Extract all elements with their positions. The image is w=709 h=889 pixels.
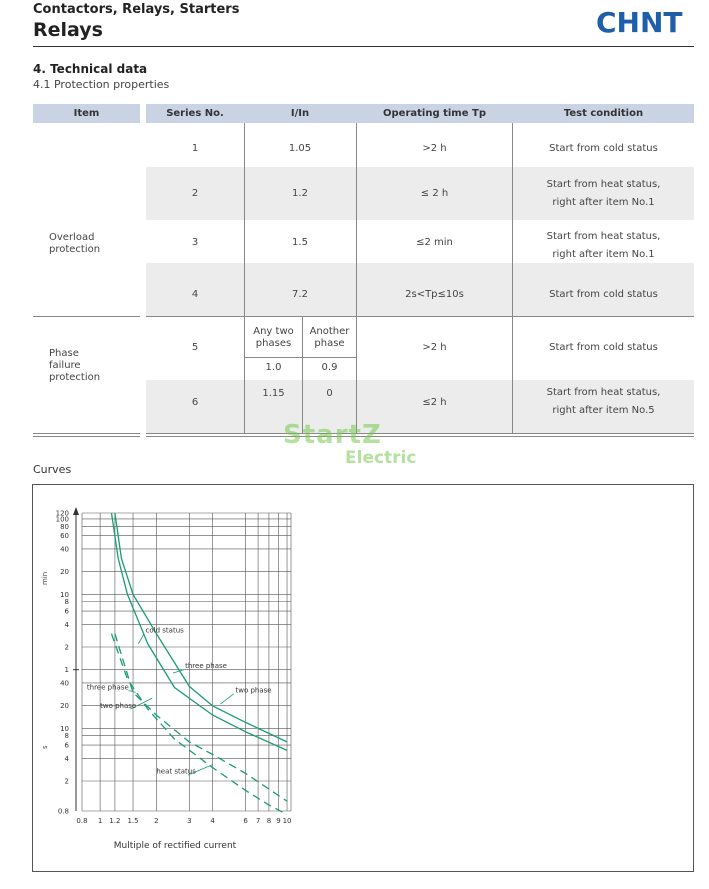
annotation-leader <box>138 634 144 644</box>
x-tick-label: 1 <box>97 817 103 825</box>
y-tick-label: 120 <box>55 509 69 518</box>
annotation-label: heat status <box>156 767 196 776</box>
operating-time: ≤ 2 h <box>420 188 449 199</box>
iin-value: 1.5 <box>292 237 308 248</box>
page-title: Relays <box>33 19 103 41</box>
group-overload: Overload protection <box>49 232 101 255</box>
annotation-label: three phase <box>185 662 228 671</box>
y-unit-s: s <box>41 745 49 749</box>
table-divider <box>33 436 140 437</box>
annotation-label: two phase <box>235 686 272 695</box>
annotation-label: two phase <box>100 702 137 711</box>
x-tick-label: 0.8 <box>76 817 88 825</box>
iin-value: 1.05 <box>288 143 312 154</box>
x-tick-label: 4 <box>210 817 215 825</box>
test-condition: Start from heat status, <box>546 179 661 190</box>
x-tick-label: 6 <box>243 817 248 825</box>
header-divider <box>33 46 694 47</box>
table-divider <box>146 433 694 434</box>
y-tick-label: 4 <box>64 620 69 629</box>
y-tick-label: 10 <box>60 724 69 733</box>
y-tick-label: 8 <box>64 732 69 741</box>
y-tick-label: 8 <box>64 598 69 607</box>
y-tick-label: 0.8 <box>57 807 69 816</box>
iin-value: 0.9 <box>321 362 338 373</box>
iin-subheader: Another phase <box>309 326 350 349</box>
y-tick-label: 40 <box>60 679 69 688</box>
section-title: 4. Technical data <box>33 62 148 76</box>
iin-value: 0 <box>326 388 333 399</box>
operating-time: >2 h <box>422 143 447 154</box>
operating-time: >2 h <box>422 342 447 353</box>
series-no: 2 <box>191 188 199 199</box>
y-tick-label: 2 <box>64 643 69 652</box>
y-tick-label: 60 <box>60 532 69 541</box>
y-tick-label: 1 <box>64 666 69 675</box>
y-tick-label: 20 <box>60 702 69 711</box>
test-condition: Start from cold status <box>549 342 658 353</box>
curve-series-4 <box>112 634 288 815</box>
y-tick-label: 6 <box>64 741 69 750</box>
y-axis-arrow <box>73 507 79 515</box>
section-subtitle: 4.1 Protection properties <box>33 78 170 91</box>
iin-value: 1.15 <box>262 388 285 399</box>
y-unit-min: min <box>41 571 49 585</box>
table-divider <box>356 123 357 433</box>
table-header-item: Item <box>33 104 140 123</box>
x-tick-label: 2 <box>154 817 159 825</box>
x-tick-label: 8 <box>266 817 272 825</box>
test-condition: Start from heat status, <box>546 231 661 242</box>
iin-value: 1.0 <box>265 362 282 373</box>
curve-series-3 <box>115 634 287 802</box>
protection-curve-chart <box>33 485 693 871</box>
test-condition: right after item No.5 <box>552 405 655 416</box>
iin-value: 1.2 <box>292 188 308 199</box>
table-header-iin: I/In <box>244 104 356 123</box>
table-divider <box>244 357 356 358</box>
annotation-leader <box>173 670 184 673</box>
series-no: 5 <box>191 342 199 353</box>
x-tick-label: 1.2 <box>109 817 121 825</box>
x-tick-label: 3 <box>187 817 192 825</box>
y-tick-label: 80 <box>60 522 69 531</box>
table-header-time: Operating time Tp <box>356 104 513 123</box>
table-divider <box>146 436 694 437</box>
annotation-label: three phase <box>86 683 129 692</box>
series-no: 3 <box>191 237 199 248</box>
series-no: 1 <box>191 143 199 154</box>
annotation-label: cold status <box>145 626 184 635</box>
iin-value: 7.2 <box>292 289 308 300</box>
series-no: 6 <box>191 397 199 408</box>
annotation-leader <box>220 694 234 704</box>
table-header-condition: Test condition <box>513 104 694 123</box>
watermark-line2: Electric <box>345 448 417 468</box>
y-tick-label: 100 <box>55 515 69 524</box>
test-condition: right after item No.1 <box>552 249 655 260</box>
x-tick-label: 1.5 <box>127 817 139 825</box>
test-condition: Start from cold status <box>549 143 658 154</box>
group-phase-failure: Phase failure protection <box>49 348 101 383</box>
test-condition: right after item No.1 <box>552 197 655 208</box>
y-tick-label: 4 <box>64 754 69 763</box>
operating-time: ≤2 min <box>416 237 453 248</box>
table-divider <box>146 316 694 317</box>
test-condition: Start from cold status <box>549 289 658 300</box>
y-tick-label: 2 <box>64 777 69 786</box>
operating-time: 2s<Tp≤10s <box>405 289 464 300</box>
x-tick-label: 7 <box>255 817 261 825</box>
curves-label: Curves <box>33 463 72 476</box>
iin-subheader: Any two phases <box>253 326 294 349</box>
y-tick-label: 6 <box>64 607 69 616</box>
series-no: 4 <box>191 289 199 300</box>
curve-series-2 <box>112 513 288 750</box>
watermark-line1: StartZ <box>283 420 382 450</box>
operating-time: ≤2 h <box>422 397 447 408</box>
table-divider <box>33 316 140 317</box>
table-header-series: Series No. <box>146 104 244 123</box>
y-tick-label: 40 <box>60 545 69 554</box>
table-divider <box>33 433 140 434</box>
header-category: Contactors, Relays, Starters <box>33 2 240 17</box>
y-tick-label: 10 <box>60 590 69 599</box>
test-condition: Start from heat status, <box>546 387 661 398</box>
x-axis-label: Multiple of rectified current <box>113 841 237 851</box>
brand-logo: CHNT <box>596 6 683 39</box>
y-tick-label: 20 <box>60 568 69 577</box>
x-tick-label: 10 <box>282 817 292 825</box>
x-tick-label: 9 <box>276 817 281 825</box>
